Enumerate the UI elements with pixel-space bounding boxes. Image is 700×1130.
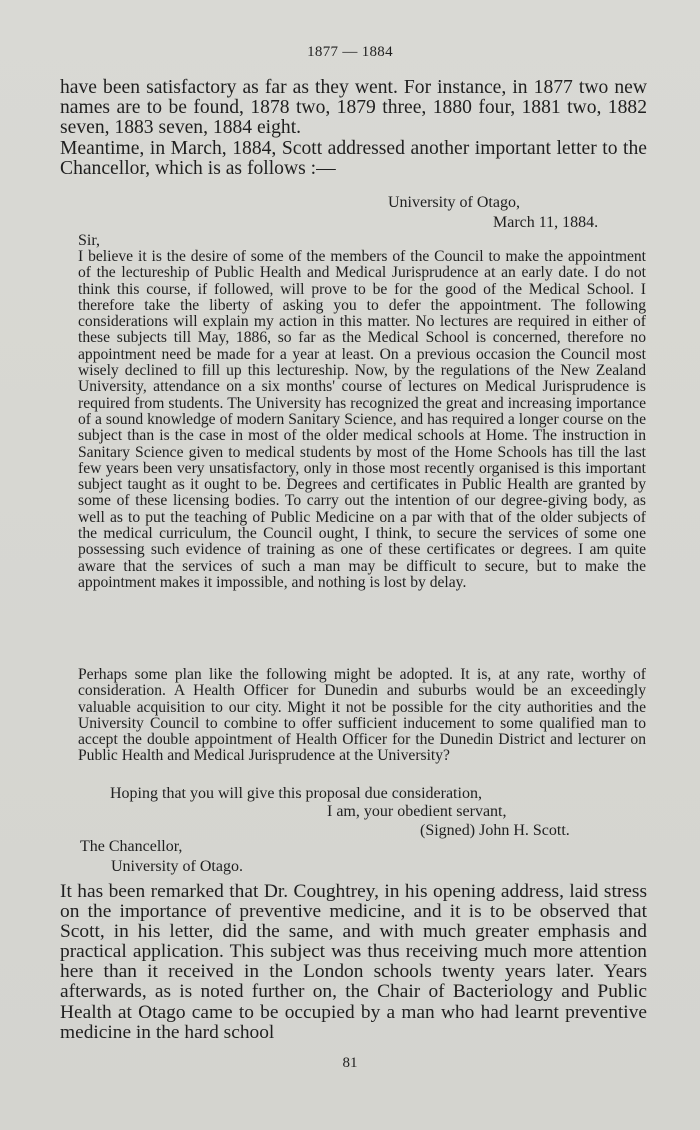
letter-recipient-line1: The Chancellor, xyxy=(80,838,183,855)
intro-paragraph-2: Meantime, in March, 1884, Scott addressed another important letter to the Chancellor, which is as follows :— xyxy=(60,137,647,179)
closing-paragraph: It has been remarked that Dr. Coughtrey, in his opening address, laid stress on the importance of preventive medicine, and it is to be observed that Scott, in his letter, did the same, and with much greater emphasis and practical application. This subject was thus receiving much more attention here than it received in the London schools twenty years later. Years afterwards, as is noted further on, the Chair of Bacteriology and Public Health at Otago came to be occupied by a man who had learnt preventive medicine in the hard school xyxy=(60,881,647,1043)
letter-recipient-line2: University of Otago. xyxy=(111,858,243,875)
letter-date: March 11, 1884. xyxy=(493,214,599,231)
letter-salutation: Sir, xyxy=(78,232,101,249)
letter-paragraph-2-text: Perhaps some plan like the following might be adopted. It is, at any rate, worthy of consideration. A Health Officer for Dunedin and suburbs would be an exceedingly valuable acquisition to our city. Might it not be possible for the city authorities and the University Council to combine to offer sufficient inducement to some qualified man to accept the double appointment of Health Officer for the Dunedin District and lecturer on Public Health and Medical Jurisprudence at the University? xyxy=(78,666,646,765)
intro-paragraph-1: have been satisfactory as far as they went. For instance, in 1877 two new names are to be found, 1878 two, 1879 three, 1880 four, 1881 two, 1882 seven, 1883 seven, 1884 eight. xyxy=(60,77,647,139)
letter-closing-obedient: I am, your obedient servant, xyxy=(327,803,507,820)
letter-paragraph-2 xyxy=(78,667,646,765)
letter-signature: (Signed) John H. Scott. xyxy=(420,822,570,839)
page-number: 81 xyxy=(342,1055,358,1071)
letter-paragraph-1-text: I believe it is the desire of some of the members of the Council to make the appointment of the lectureship of Public Health and Medical Jurisprudence at an early date. I do not think this course, if followed, will prove to be for the good of the Medical School. I therefore take the liberty of asking you to defer the appointment. The following considerations will explain my action in this matter. No lectures are required in either of these subjects till May, 1886, so far as the Medical School is concerned, therefore no appointment need be made for a year at least. On a previous occasion the Council most wisely declined to fill up this lectureship. Now, by the regulations of the New Zealand University, attendance on a six months' course of lectures on Medical Jurisprudence is required from students. The University has recognized the great and increasing importance of a sound knowledge of modern Sanitary Science, and has required a longer course on the subject than is the case in most of the older medical schools at Home. The instruction in Sanitary Science given to medical students by most of the Home Schools has till the last few years been very unsatisfactory, only in those most recently organised is this important subject taught as it ought to be. Degrees and certificates in Public Health are granted by some of these licensing bodies. To carry out the intention of our degree-giving body, as well as to put the teaching of Public Medicine on a par with that of the older subjects of the medical curriculum, the Council ought, I think, to secure the services of some one possessing such evidence of training as one of these certificates or degrees. I am quite aware that the services of such a man may be difficult to secure, but to make the appointment makes it impossible, and nothing is lost by delay. xyxy=(78,248,646,591)
running-header: 1877 — 1884 xyxy=(307,44,393,60)
letter-address-line1: University of Otago, xyxy=(388,194,520,211)
letter-paragraph-1 xyxy=(78,249,646,591)
closing-text xyxy=(60,882,647,1043)
intro-text xyxy=(60,78,647,179)
letter-closing-hoping: Hoping that you will give this proposal due consideration, xyxy=(110,785,482,802)
